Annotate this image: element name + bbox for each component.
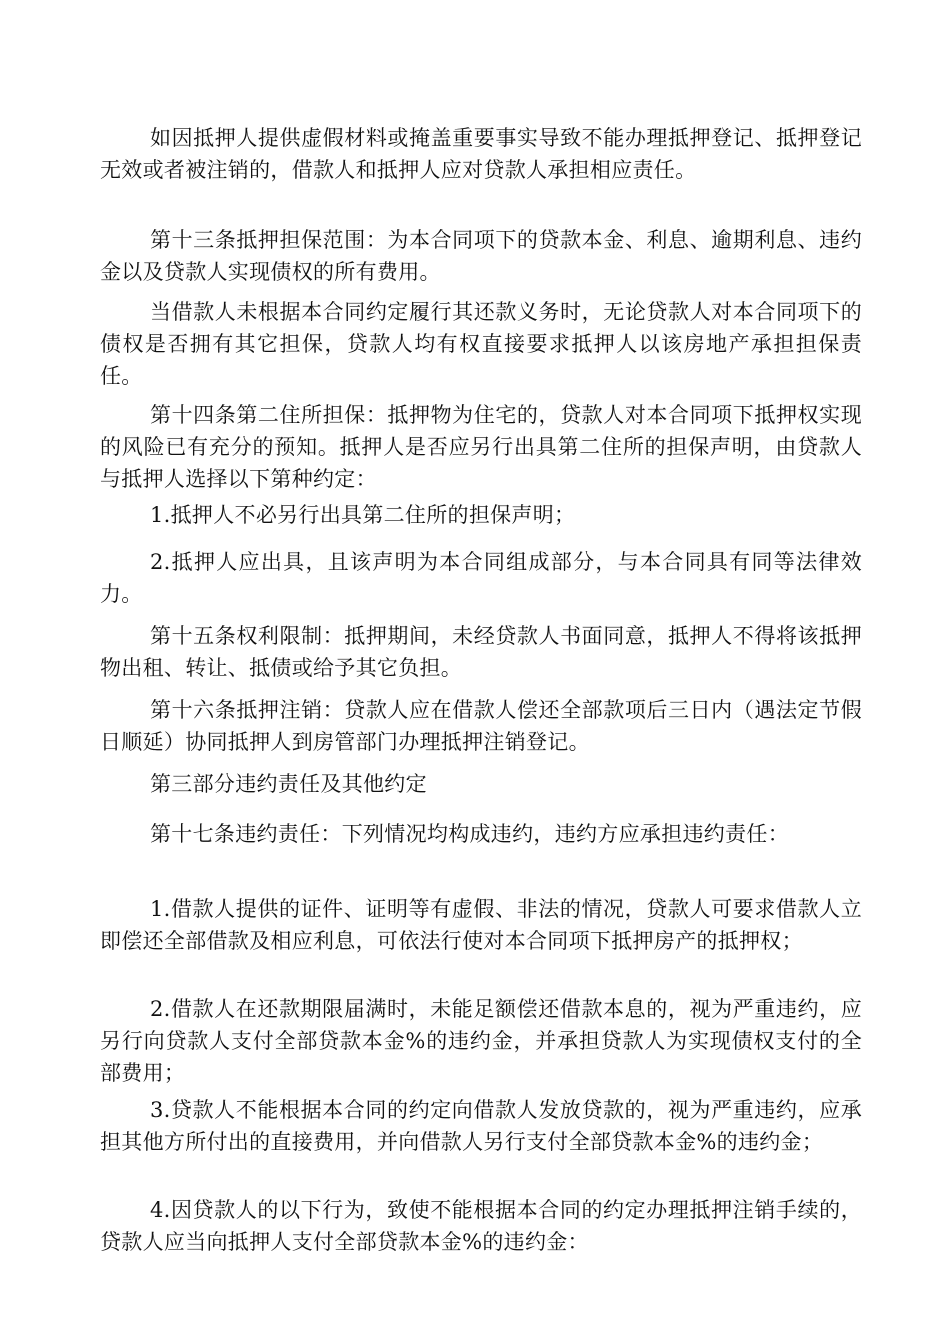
paragraph-breach-1: 1.借款人提供的证件、证明等有虚假、非法的情况，贷款人可要求借款人立即偿还全部借款及相应利息，可依法行使对本合同项下抵押房产的抵押权； xyxy=(100,897,862,953)
section-heading-part-3: 第三部分违约责任及其他约定 xyxy=(150,772,427,796)
paragraph-option-2: 2.抵押人应出具，且该声明为本合同组成部分，与本合同具有同等法律效力。 xyxy=(100,550,862,606)
paragraph-article-17: 第十七条违约责任：下列情况均构成违约，违约方应承担违约责任： xyxy=(150,822,789,846)
paragraph-article-14: 第十四条第二住所担保：抵押物为住宅的，贷款人对本合同项下抵押权实现的风险已有充分的预知。抵押人是否应另行出具第二住所的担保声明，由贷款人与抵押人选择以下第种约定： xyxy=(100,403,862,491)
paragraph-breach-3: 3.贷款人不能根据本合同的约定向借款人发放贷款的，视为严重违约，应承担其他方所付出的直接费用，并向借款人另行支付全部贷款本金%的违约金； xyxy=(100,1098,862,1154)
paragraph-breach-2: 2.借款人在还款期限届满时，未能足额偿还借款本息的，视为严重违约，应另行向贷款人支付全部贷款本金%的违约金，并承担贷款人为实现债权支付的全部费用； xyxy=(100,997,862,1085)
paragraph-breach-4: 4.因贷款人的以下行为，致使不能根据本合同的约定办理抵押注销手续的，贷款人应当向抵押人支付全部贷款本金%的违约金： xyxy=(100,1198,862,1254)
paragraph-article-15: 第十五条权利限制：抵押期间，未经贷款人书面同意，抵押人不得将该抵押物出租、转让、抵债或给予其它负担。 xyxy=(100,624,862,680)
paragraph-article-13: 第十三条抵押担保范围：为本合同项下的贷款本金、利息、逾期利息、违约金以及贷款人实现债权的所有费用。 xyxy=(100,228,862,284)
paragraph-option-1: 1.抵押人不必另行出具第二住所的担保声明； xyxy=(150,503,576,527)
paragraph-article-16: 第十六条抵押注销：贷款人应在借款人偿还全部款项后三日内（遇法定节假日顺延）协同抵押人到房管部门办理抵押注销登记。 xyxy=(100,698,862,754)
paragraph-guarantee-liability: 当借款人未根据本合同约定履行其还款义务时，无论贷款人对本合同项下的债权是否拥有其它担保，贷款人均有权直接要求抵押人以该房地产承担担保责任。 xyxy=(100,300,862,388)
paragraph-mortgage-false-materials: 如因抵押人提供虚假材料或掩盖重要事实导致不能办理抵押登记、抵押登记无效或者被注销的，借款人和抵押人应对贷款人承担相应责任。 xyxy=(100,126,862,182)
